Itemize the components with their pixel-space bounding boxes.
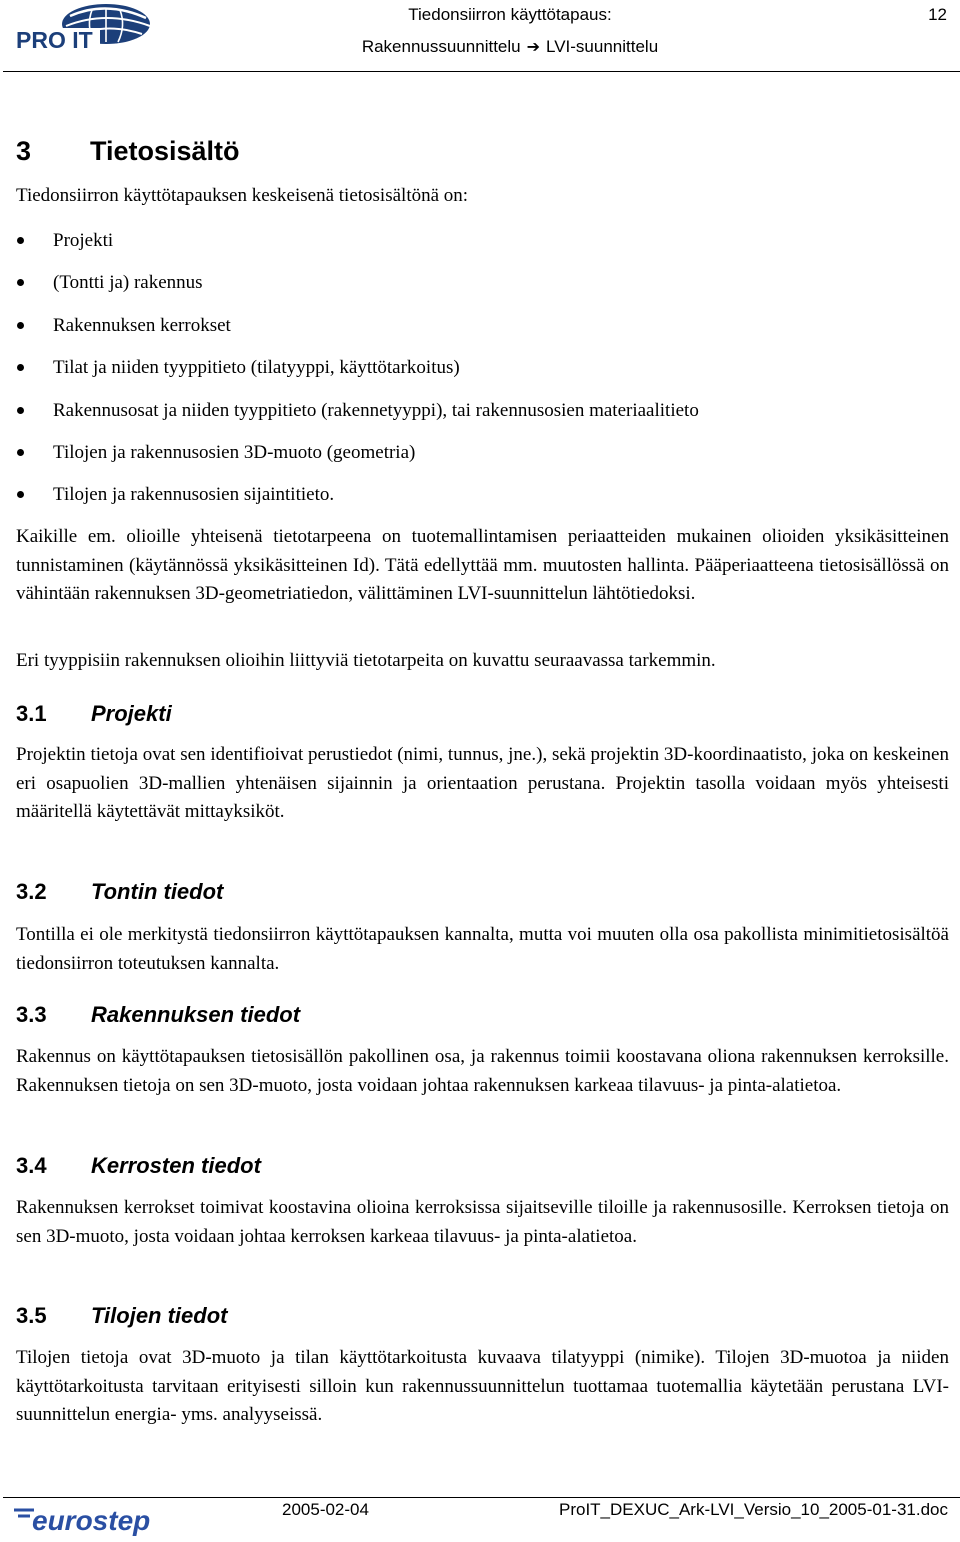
- subsection-heading-tontti: 3.2 Tontin tiedot: [16, 879, 224, 904]
- subsection-heading-rakennus: 3.3 Rakennuksen tiedot: [16, 1002, 301, 1027]
- footer-filename: ProIT_DEXUC_Ark-LVI_Versio_10_2005-01-31.doc: [558, 1500, 948, 1519]
- eurostep-logo: [12, 1500, 172, 1540]
- section-intro: Tiedonsiirron käyttötapauksen keskeisenä tietosisältönä on:: [16, 185, 469, 206]
- arrow-right-icon: ➔: [526, 39, 541, 56]
- paragraph-kerrokset: Rakennuksen kerrokset toimivat koostavina olioina kerroksissa sijaitseville tiloille ja rakennusosille. Kerroksen tietoja on sen 3D-muoto, josta voidaan johtaa kerroksen karkeaa tilavuus- ja pinta-alatietoa.: [16, 1197, 949, 1247]
- bullet-icon: [17, 364, 24, 371]
- section-heading: [16, 136, 240, 167]
- list-item: Tilat ja niiden tyyppitieto (tilatyyppi, käyttötarkoitus): [0, 351, 699, 393]
- subsection-heading-projekti: 3.1 Projekti: [16, 701, 172, 726]
- paragraph-tontti: Tontilla ei ole merkitystä tiedonsiirron käyttötapauksen kannalta, mutta voi muuten olla osa pakollista minimitietosisältöä tiedonsiirron toteutuksen kannalta.: [16, 924, 949, 974]
- list-item: Projekti: [0, 224, 699, 266]
- bullet-icon: [17, 407, 24, 414]
- bullet-icon: [17, 237, 24, 244]
- paragraph-overview: Eri tyyppisiin rakennuksen olioihin liittyviä tietotarpeita on kuvattu seuraavassa tarkemmin.: [16, 650, 716, 671]
- list-item: Tilojen ja rakennusosien sijaintitieto.: [0, 478, 699, 520]
- page-number: 12: [928, 5, 947, 24]
- paragraph-projekti: Projektin tietoja ovat sen identifioivat perustiedot (nimi, tunnus, jne.), sekä projektin 3D-koordinaatisto, joka on keskeinen eri osapuolien 3D-mallien yhtenäisen sijainnin ja orientaation perustana. Projektin tasolla voidaan myös yhteisesti määritellä käytettävät mittayksiköt.: [16, 744, 949, 822]
- bullet-icon: [17, 322, 24, 329]
- paragraph-tilat: Tilojen tietoja ovat 3D-muoto ja tilan käyttötarkoitusta kuvaava tilatyyppi (nimike). Tilojen 3D-muotoa ja niiden käyttötarkoitusta tarvitaan erityisesti silloin kun rakennussuunnittelun tuottamaa tuotemallia käytetään perustana LVI-suunnittelun energia- yms. analyyseissä.: [16, 1347, 949, 1425]
- footer-divider: [3, 1497, 960, 1498]
- content-list: [0, 224, 699, 521]
- list-item: (Tontti ja) rakennus: [0, 266, 699, 308]
- list-item: Rakennuksen kerrokset: [0, 309, 699, 351]
- paragraph-rakennus: Rakennus on käyttötapauksen tietosisällön pakollinen osa, ja rakennus toimii koostavana oliona rakennuksen kerroksille. Rakennuksen tietoja on sen 3D-muoto, josta voidaan johtaa rakennuksen karkeaa tilavuus- ja pinta-alatietoa.: [16, 1046, 949, 1096]
- header-title: Tiedonsiirron käyttötapaus:: [408, 5, 612, 24]
- bullet-icon: [17, 449, 24, 456]
- pro-it-logo: [14, 2, 154, 54]
- header-subtitle-to: LVI-suunnittelu: [546, 37, 659, 56]
- section-number: 3: [16, 136, 32, 166]
- footer-date: 2005-02-04: [282, 1500, 369, 1519]
- list-item: Tilojen ja rakennusosien 3D-muoto (geometria): [0, 436, 699, 478]
- subsection-heading-tilat: 3.5 Tilojen tiedot: [16, 1303, 228, 1328]
- header-subtitle: [300, 37, 720, 57]
- list-item: Rakennusosat ja niiden tyyppitieto (rakennetyyppi), tai rakennusosien materiaalitieto: [0, 394, 699, 436]
- eurostep-logo-text: eurostep: [32, 1505, 151, 1536]
- pro-it-logo-text: PRO IT: [16, 27, 93, 53]
- bullet-icon: [17, 279, 24, 286]
- bullet-icon: [17, 491, 24, 498]
- header-divider: [3, 71, 960, 72]
- header-subtitle-from: Rakennussuunnittelu: [361, 37, 521, 56]
- section-title: Tietosisältö: [90, 136, 240, 166]
- subsection-heading-kerrokset: 3.4 Kerrosten tiedot: [16, 1153, 261, 1178]
- paragraph-identification: Kaikille em. olioille yhteisenä tietotarpeena on tuotemallintamisen periaatteiden mukainen olioiden yksikäsitteinen tunnistaminen (käytännössä yksikäsitteinen Id). Tätä edellyttää mm. muutosten hallinta. Pääperiaatteena tietosisällössä on vähintään rakennuksen 3D-geometriatiedon, välittäminen LVI-suunnittelun lähtötiedoksi.: [16, 526, 949, 604]
